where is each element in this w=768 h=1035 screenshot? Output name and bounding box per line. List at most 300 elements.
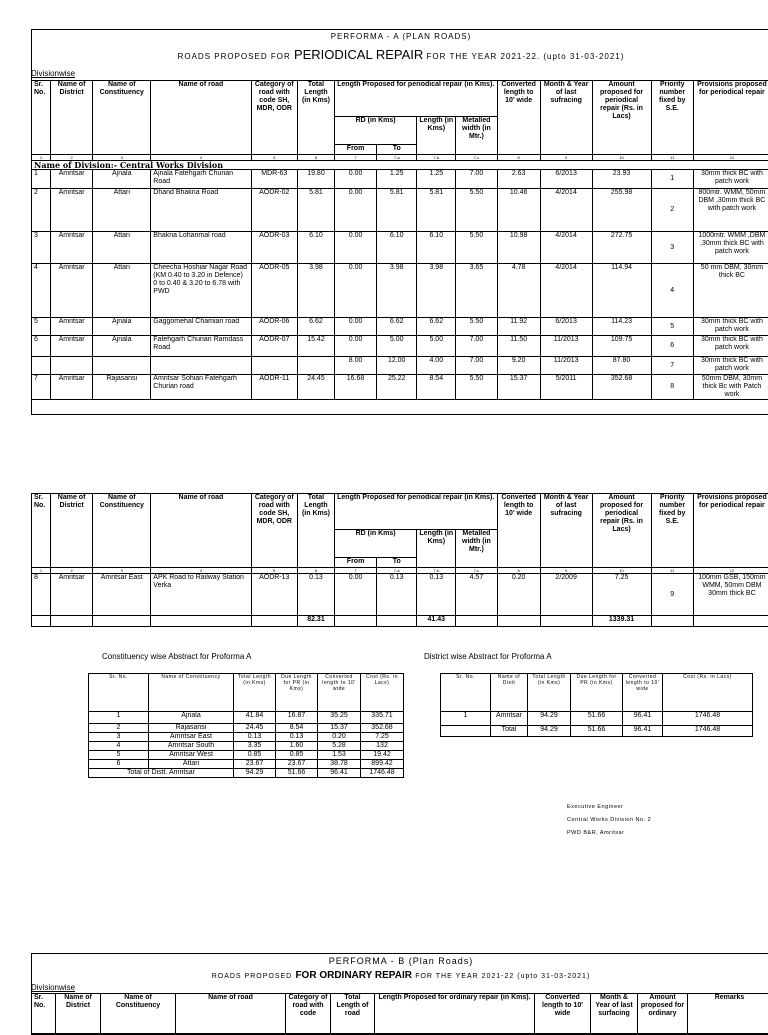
abstract-total: 0.85	[234, 751, 276, 760]
column-number: 4	[151, 568, 251, 574]
sr-cell: 8	[32, 574, 51, 616]
category-cell: AODR-02	[251, 189, 297, 232]
priority-cell: 9	[651, 574, 693, 616]
th-road: Name of road	[151, 81, 251, 155]
length-cell: 5.81	[417, 189, 456, 232]
last-surfacing-cell: 4/2014	[540, 232, 592, 264]
amount-cell: 114.94	[592, 264, 651, 318]
road-cell: Cheecha Hoshiar Nagar Road (KM 0.40 to 3.20 in Defence) 0 to 0.40 & 3.20 to 6.78 with PWD	[151, 264, 251, 318]
length-cell: 8.54	[417, 375, 456, 400]
abstract-sr: 5	[89, 751, 149, 760]
proforma-b-table	[31, 993, 768, 1034]
abstract-row	[441, 712, 753, 726]
metalled-width-cell: 3.65	[456, 264, 497, 318]
b-th-amount: Amount proposed for ordinary	[638, 994, 688, 1034]
road-cell: APK Road to Railway Station Verka	[151, 574, 251, 616]
subtitle-pre: ROADS PROPOSED FOR	[178, 52, 291, 61]
abstract-due: 16.87	[276, 712, 318, 724]
abstract-conv: 38.78	[318, 760, 361, 769]
last-surfacing-cell: 11/2013	[540, 357, 592, 375]
constituency-header-row	[89, 674, 404, 712]
th2-total-length: Total Length (in Kms)	[298, 494, 335, 568]
column-number: 7-c	[456, 568, 497, 574]
constituency-cell: Amritsar East	[93, 574, 151, 616]
district-cell: Amritsar	[51, 574, 93, 616]
column-number: 7-b	[417, 155, 456, 161]
th2-provisions: Provisions proposed for periodical repair	[693, 494, 768, 568]
sr-cell: 5	[32, 318, 51, 336]
column-number: 8	[497, 155, 540, 161]
th-to: To	[377, 145, 417, 155]
abstract-header: Total Length (in Kms)	[234, 674, 276, 712]
road-cell: Fatehgarh Churian Ramdass Road	[151, 336, 251, 357]
abstract-name: Amritsar	[491, 712, 528, 726]
th2-category: Category of road with code SH, MDR, ODR	[251, 494, 297, 568]
constituency-total-conv: 96.41	[318, 769, 361, 778]
abstract-sr: 3	[89, 733, 149, 742]
length-cell: 5.00	[417, 336, 456, 357]
abstract-row	[89, 742, 404, 751]
priority-cell: 2	[651, 189, 693, 232]
rd-to-cell: 6.10	[377, 232, 417, 264]
category-cell	[251, 357, 297, 375]
th2-from: From	[334, 558, 376, 568]
metalled-width-cell: 7.00	[456, 170, 497, 189]
constituency-total-due: 51.66	[276, 769, 318, 778]
rd-from-cell: 0.00	[334, 318, 376, 336]
metalled-width-cell: 4.57	[456, 574, 497, 616]
constituency-cell: Attari	[93, 232, 151, 264]
sr-cell: 2	[32, 189, 51, 232]
provision-cell: 30mm thick BC with patch work	[693, 357, 768, 375]
abstract-header: Name of Constituency	[149, 674, 234, 712]
th-priority: Priority number fixed by S.E.	[651, 81, 693, 155]
th-amount: Amount proposed for periodical repair (Rs. in Lacs)	[592, 81, 651, 155]
column-number: 12	[693, 155, 768, 161]
abstract-row	[441, 726, 753, 737]
road-cell: Amritsar Sohian Fatehgarh Churian road	[151, 375, 251, 400]
abstract-name: Amritsar East	[149, 733, 234, 742]
district-cell: Amritsar	[51, 189, 93, 232]
sr-cell: 7	[32, 375, 51, 400]
category-cell: AODR-03	[251, 232, 297, 264]
subtitle-big: PERIODICAL REPAIR	[294, 47, 423, 62]
converted-length-cell: 10.46	[497, 189, 540, 232]
proforma-a-title: PERFORMA - A (PLAN ROADS)	[31, 32, 768, 41]
column-number: 11	[651, 155, 693, 161]
district-cell: Amritsar	[51, 170, 93, 189]
rd-to-cell: 5.00	[377, 336, 417, 357]
b-th-district: Name of District	[56, 994, 101, 1034]
priority-cell: 4	[651, 264, 693, 318]
signature-line-2: Central Works Division No. 2	[567, 814, 651, 827]
signature-block	[567, 801, 651, 840]
abstract-cost: 352.68	[361, 724, 404, 733]
total-length-cell: 6.10	[298, 232, 335, 264]
abstract-cost: 335.71	[361, 712, 404, 724]
abstract-header: Name of Distt	[491, 674, 528, 712]
abstract-name: Rajasansi	[149, 724, 234, 733]
sr-cell: 4	[32, 264, 51, 318]
amount-cell: 255.98	[592, 189, 651, 232]
constituency-cell	[93, 357, 151, 375]
proforma-b-title: PERFORMA - B (Plan Roads)	[31, 956, 768, 966]
abstract-header: Cost (Rs. in Lacs)	[663, 674, 753, 712]
th-month-year: Month & Year of last sufracing	[540, 81, 592, 155]
th2-month-year: Month & Year of last sufracing	[540, 494, 592, 568]
th2-district: Name of District	[51, 494, 93, 568]
th-category: Category of road with code SH, MDR, ODR	[251, 81, 297, 155]
header-row-1	[32, 81, 768, 117]
abstract-sr: 2	[89, 724, 149, 733]
provision-cell: 30mm thick BC with patch work	[693, 336, 768, 357]
th2-length: Length (in Kms)	[417, 530, 456, 568]
converted-length-cell: 11.92	[497, 318, 540, 336]
priority-cell: 6	[651, 336, 693, 357]
constituency-total-length: 94.29	[234, 769, 276, 778]
column-number: 8	[497, 568, 540, 574]
abstract-name: Attari	[149, 760, 234, 769]
division-row	[32, 161, 768, 170]
amount-sum: 1339.31	[592, 616, 651, 627]
constituency-body	[89, 712, 404, 769]
converted-length-cell: 4.78	[497, 264, 540, 318]
th-constituency: Name of Constituency	[93, 81, 151, 155]
abstract-conv: 96.41	[623, 712, 663, 726]
priority-cell: 7	[651, 357, 693, 375]
sr-cell	[32, 357, 51, 375]
abstract-conv: 15.37	[318, 724, 361, 733]
proforma-b-subtitle	[31, 970, 768, 981]
b-header-row	[32, 994, 768, 1034]
totals-row	[32, 616, 768, 627]
column-number: 1	[32, 155, 51, 161]
abstract-header: Cost (Rs. in Lacs)	[361, 674, 404, 712]
abstract-due: 0.13	[276, 733, 318, 742]
provision-cell: 30mm thick BC with patch work	[693, 318, 768, 336]
table-row	[32, 375, 768, 400]
b-subtitle-pre: ROADS PROPOSED	[212, 973, 293, 980]
last-surfacing-cell: 6/2013	[540, 318, 592, 336]
total-length-cell: 5.81	[298, 189, 335, 232]
metalled-width-cell: 5.50	[456, 232, 497, 264]
abstract-sr: 1	[89, 712, 149, 724]
provision-cell: 800mtr. WMM, 50mm DBM ,30mm thick BC with patch work	[693, 189, 768, 232]
column-number: 3	[93, 155, 151, 161]
length-cell: 6.10	[417, 232, 456, 264]
total-length-sum: 82.31	[298, 616, 335, 627]
abstract-cost: 1746.48	[663, 712, 753, 726]
total-length-cell: 19.80	[298, 170, 335, 189]
proforma-a-body-2	[32, 574, 768, 616]
th2-amount: Amount proposed for periodical repair (Rs. in Lacs)	[592, 494, 651, 568]
abstract-name: Total	[491, 726, 528, 737]
provision-cell: 1000mtr. WMM ,DBM ,30mm thick BC with patch work	[693, 232, 768, 264]
rd-from-cell: 0.00	[334, 336, 376, 357]
abstract-row	[89, 751, 404, 760]
road-cell: Gaggomehal Chamiari road	[151, 318, 251, 336]
provision-cell: 50mm DBM, 30mm thick Bc with Patch work	[693, 375, 768, 400]
abstract-due: 51.66	[571, 726, 623, 737]
rd-from-cell: 0.00	[334, 189, 376, 232]
abstract-name: Ajnala	[149, 712, 234, 724]
converted-length-cell: 9.20	[497, 357, 540, 375]
category-cell: AODR-11	[251, 375, 297, 400]
b-th-length-proposed: Length Proposed for ordinary repair (in Kms).	[375, 994, 535, 1034]
column-number: 10	[592, 155, 651, 161]
length-cell: 6.62	[417, 318, 456, 336]
district-abstract-title: District wise Abstract for Proforma A	[424, 652, 552, 661]
amount-cell: 7.25	[592, 574, 651, 616]
column-number: 3	[93, 568, 151, 574]
table-row	[32, 357, 768, 375]
district-cell: Amritsar	[51, 336, 93, 357]
th-from: From	[334, 145, 376, 155]
rd-from-cell: 0.00	[334, 264, 376, 318]
abstract-sr: 6	[89, 760, 149, 769]
district-cell: Amritsar	[51, 232, 93, 264]
table-row	[32, 574, 768, 616]
abstract-total: 94.29	[528, 712, 571, 726]
amount-cell: 109.75	[592, 336, 651, 357]
abstract-header: Converted length to 10' wide	[623, 674, 663, 712]
road-cell: Ajnala Fatehgarh Churian Road	[151, 170, 251, 189]
b-subtitle-post: FOR THE YEAR 2021-22 (upto 31-03-2021)	[415, 973, 590, 980]
signature-line-1: Executive Engineer	[567, 801, 651, 814]
proforma-a-divisionwise: Divisionwise	[31, 69, 75, 78]
abstract-header: Sr. No.	[89, 674, 149, 712]
constituency-abstract-table	[88, 673, 404, 778]
th-converted: Converted length to 10' wide	[497, 81, 540, 155]
total-length-cell: 3.98	[298, 264, 335, 318]
abstract-due: 51.66	[571, 712, 623, 726]
abstract-total: 24.45	[234, 724, 276, 733]
last-surfacing-cell: 11/2013	[540, 336, 592, 357]
th-total-length: Total Length (in Kms)	[298, 81, 335, 155]
rd-to-cell: 12.00	[377, 357, 417, 375]
abstract-name: Amritsar South	[149, 742, 234, 751]
metalled-width-cell: 5.50	[456, 375, 497, 400]
last-surfacing-cell: 4/2014	[540, 189, 592, 232]
category-cell: MDR-63	[251, 170, 297, 189]
column-number: 9	[540, 568, 592, 574]
b-th-month-year: Month & Year of last surfacing	[591, 994, 638, 1034]
length-cell: 0.13	[417, 574, 456, 616]
column-number: 1	[32, 568, 51, 574]
table-row	[32, 318, 768, 336]
priority-cell: 1	[651, 170, 693, 189]
abstract-total: 41.84	[234, 712, 276, 724]
constituency-total-cost: 1746.48	[361, 769, 404, 778]
district-header-row	[441, 674, 753, 712]
column-number: 7-b	[417, 568, 456, 574]
total-length-cell: 0.13	[298, 574, 335, 616]
district-cell	[51, 357, 93, 375]
column-number: 12	[693, 568, 768, 574]
abstract-row	[89, 712, 404, 724]
rd-from-cell: 0.00	[334, 170, 376, 189]
abstract-row	[89, 724, 404, 733]
abstract-conv: 0.20	[318, 733, 361, 742]
metalled-width-cell: 5.50	[456, 318, 497, 336]
last-surfacing-cell: 6/2013	[540, 170, 592, 189]
proforma-a-table-2	[31, 493, 768, 627]
b-subtitle-big: FOR ORDINARY REPAIR	[295, 970, 412, 981]
amount-cell: 352.68	[592, 375, 651, 400]
priority-cell: 8	[651, 375, 693, 400]
rd-from-cell: 0.00	[334, 574, 376, 616]
road-cell: Bhakna Loharimal road	[151, 232, 251, 264]
provision-cell: 100mm GSB, 150mm WMM, 50mm DBM 30mm thick BC	[693, 574, 768, 616]
th2-constituency: Name of Constituency	[93, 494, 151, 568]
th2-converted: Converted length to 10' wide	[497, 494, 540, 568]
proforma-b-divisionwise: Divisionwise	[31, 983, 75, 992]
abstract-total: 3.35	[234, 742, 276, 751]
converted-length-cell: 15.37	[497, 375, 540, 400]
proforma-a-subtitle	[31, 47, 768, 62]
b-th-total-length: Total Length of road	[331, 994, 375, 1034]
constituency-total-label: Total of Distt. Amritsar	[89, 769, 234, 778]
rd-to-cell: 5.81	[377, 189, 417, 232]
abstract-header: Total Length (in Kms)	[528, 674, 571, 712]
constituency-cell: Attari	[93, 264, 151, 318]
th2-metalled: Metalled width (in Mtr.)	[456, 530, 497, 568]
division-label: Name of Division:- Central Works Division	[32, 161, 768, 170]
district-cell: Amritsar	[51, 264, 93, 318]
table-row	[32, 232, 768, 264]
column-number: 7-c	[456, 155, 497, 161]
road-cell	[151, 357, 251, 375]
b-th-road: Name of road	[176, 994, 286, 1034]
constituency-total-row	[89, 769, 404, 778]
abstract-sr: 4	[89, 742, 149, 751]
length-sum: 41.43	[417, 616, 456, 627]
abstract-conv: 5.28	[318, 742, 361, 751]
constituency-cell: Ajnala	[93, 318, 151, 336]
rd-to-cell: 25.22	[377, 375, 417, 400]
sr-cell: 6	[32, 336, 51, 357]
signature-line-3: PWD B&R, Amritsar	[567, 827, 651, 840]
abstract-due: 0.85	[276, 751, 318, 760]
abstract-conv: 96.41	[623, 726, 663, 737]
converted-length-cell: 10.98	[497, 232, 540, 264]
b-th-converted: Converted length to 10' wide	[535, 994, 591, 1034]
abstract-sr	[441, 726, 491, 737]
abstract-cost: 7.25	[361, 733, 404, 742]
th2-to: To	[377, 558, 417, 568]
th-metalled: Metalled width (in Mtr.)	[456, 117, 497, 155]
category-cell: AODR-13	[251, 574, 297, 616]
metalled-width-cell: 7.00	[456, 336, 497, 357]
b-th-category: Category of road with code	[286, 994, 331, 1034]
district-abstract-table	[440, 673, 753, 737]
length-cell: 1.25	[417, 170, 456, 189]
converted-length-cell: 0.20	[497, 574, 540, 616]
abstract-conv: 35.25	[318, 712, 361, 724]
abstract-cost: 19.42	[361, 751, 404, 760]
constituency-cell: Attari	[93, 189, 151, 232]
sr-cell: 3	[32, 232, 51, 264]
abstract-row	[89, 733, 404, 742]
proforma-a-body	[32, 170, 768, 400]
amount-cell: 87.80	[592, 357, 651, 375]
category-cell: AODR-06	[251, 318, 297, 336]
column-number: 4	[151, 155, 251, 161]
table-row	[32, 189, 768, 232]
th2-length-proposed: Length Proposed for periodical repair (in Kms).	[334, 494, 497, 530]
th-district: Name of District	[51, 81, 93, 155]
abstract-header: Converted length to 10' wide	[318, 674, 361, 712]
provision-cell: 30mm thick BC with patch work	[693, 170, 768, 189]
th2-road: Name of road	[151, 494, 251, 568]
total-length-cell: 6.62	[298, 318, 335, 336]
last-surfacing-cell: 5/2011	[540, 375, 592, 400]
column-number: 11	[651, 568, 693, 574]
district-cell: Amritsar	[51, 375, 93, 400]
subtitle-post: FOR THE YEAR 2021-22. (upto 31-03-2021)	[427, 52, 625, 61]
category-cell: AODR-05	[251, 264, 297, 318]
abstract-row	[89, 760, 404, 769]
converted-length-cell: 2.63	[497, 170, 540, 189]
provision-cell: 50 mm DBM, 30mm thick BC	[693, 264, 768, 318]
amount-cell: 272.75	[592, 232, 651, 264]
proforma-a-table	[31, 80, 768, 400]
th2-priority: Priority number fixed by S.E.	[651, 494, 693, 568]
metalled-width-cell: 7.00	[456, 357, 497, 375]
abstract-due: 8.54	[276, 724, 318, 733]
district-cell: Amritsar	[51, 318, 93, 336]
amount-cell: 23.93	[592, 170, 651, 189]
table-row	[32, 170, 768, 189]
th-length: Length (in Kms)	[417, 117, 456, 155]
column-number: 7-a	[377, 155, 417, 161]
column-number: 5	[251, 155, 297, 161]
th-sr: Sr. No.	[32, 81, 51, 155]
b-th-remarks: Remarks	[688, 994, 768, 1034]
rd-to-cell: 1.25	[377, 170, 417, 189]
column-number: 9	[540, 155, 592, 161]
abstract-sr: 1	[441, 712, 491, 726]
length-cell: 4.00	[417, 357, 456, 375]
priority-cell: 5	[651, 318, 693, 336]
abstract-name: Amritsar West	[149, 751, 234, 760]
th2-rd: RD (in Kms)	[334, 530, 416, 558]
abstract-header: Due Length for PR (in Kms)	[571, 674, 623, 712]
last-surfacing-cell: 2/2009	[540, 574, 592, 616]
th-rd: RD (in Kms)	[334, 117, 416, 145]
converted-length-cell: 11.50	[497, 336, 540, 357]
metalled-width-cell: 5.50	[456, 189, 497, 232]
total-length-cell	[298, 357, 335, 375]
abstract-cost: 132	[361, 742, 404, 751]
th-provisions: Provisions proposed for periodical repair	[693, 81, 768, 155]
header2-row-1	[32, 494, 768, 530]
rd-from-cell: 8.00	[334, 357, 376, 375]
category-cell: AODR-07	[251, 336, 297, 357]
constituency-cell: Ajnala	[93, 170, 151, 189]
abstract-header: Due Length for PR (in Kms)	[276, 674, 318, 712]
abstract-cost: 1746.48	[663, 726, 753, 737]
abstract-total: 0.13	[234, 733, 276, 742]
column-number: 6	[298, 568, 335, 574]
abstract-due: 23.67	[276, 760, 318, 769]
abstract-conv: 1.53	[318, 751, 361, 760]
column-number: 7	[334, 568, 376, 574]
th-length-proposed: Length Proposed for periodical repair (in Kms).	[334, 81, 497, 117]
column-number: 7-a	[377, 568, 417, 574]
column-number: 2	[51, 155, 93, 161]
th2-sr: Sr. No.	[32, 494, 51, 568]
